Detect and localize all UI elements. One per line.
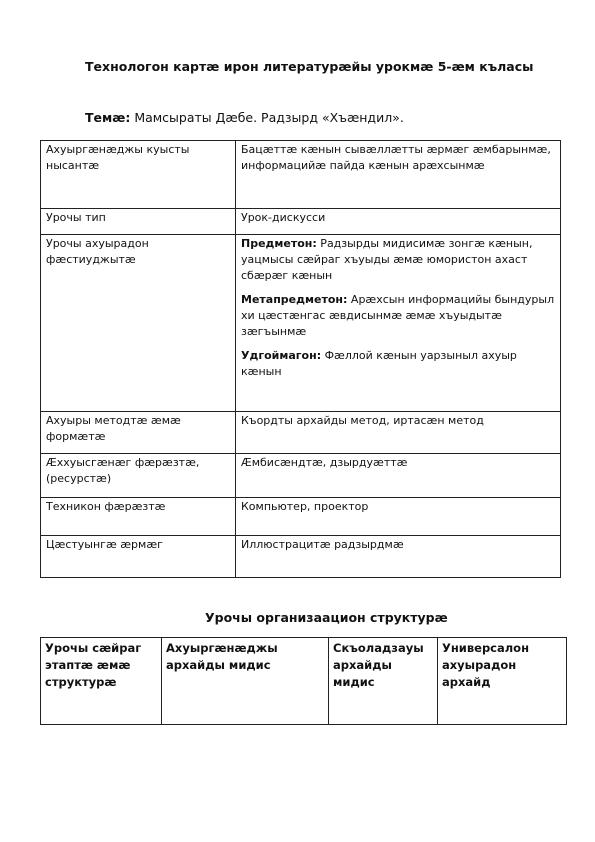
row-value [236, 235, 561, 412]
row-value: Бацæттæ кæнын сывæллæтты æрмæг æмбарынмæ, информацийæ пайда кæнын арæхсынмæ [236, 141, 561, 209]
result-metasubject-label: Метапредметон: [241, 293, 348, 306]
result-subject-text: Радзырды мидисимæ зонгæ кæнын, уацмысы сæйраг хъуыды æмæ юмористон ахаст сбæрæг кæнын [241, 237, 533, 282]
topic-label: Темæ: [85, 110, 131, 125]
lesson-info-table [40, 140, 561, 578]
row-label: Цæстуынгæ æрмæг [41, 536, 236, 578]
structure-heading: Урочы организаацион структурæ [205, 610, 448, 625]
row-value: Урок-дискусси [236, 209, 561, 235]
row-label: Урочы ахуырадон фæстиуджытæ [41, 235, 236, 412]
row-label: Урочы тип [41, 209, 236, 235]
row-value: Компьютер, проектор [236, 498, 561, 536]
row-label: Техникон фæрæзтæ [41, 498, 236, 536]
result-personal [241, 348, 555, 380]
row-value: Æмбисæндтæ, дзырдуæттæ [236, 454, 561, 498]
topic-text: Мамсыраты Дæбе. Радзырд «Хъæндил». [134, 110, 404, 125]
result-subject [241, 236, 555, 284]
structure-table [40, 637, 567, 725]
topic-line [85, 110, 404, 125]
column-header: Ахуыргæнæджы архайды мидис [162, 638, 329, 725]
row-label: Æххуысгæнæг фæрæзтæ, (ресурстæ) [41, 454, 236, 498]
row-value: Къордты архайды метод, иртасæн метод [236, 412, 561, 454]
row-label: Ахуыргæнæджы куысты нысантæ [41, 141, 236, 209]
row-value: Иллюстрацитæ радзырдмæ [236, 536, 561, 578]
result-metasubject [241, 292, 555, 340]
column-header: Универсалон ахуырадон архайд [438, 638, 567, 725]
column-header: Урочы сæйраг этаптæ æмæ структурæ [41, 638, 162, 725]
document-title: Технологон картæ ирон литературæйы урокмæ 5-æм къласы [85, 59, 534, 74]
column-header: Скъоладзауы архайды мидис [329, 638, 438, 725]
row-label: Ахуыры методтæ æмæ формæтæ [41, 412, 236, 454]
result-metasubject-text: Арæхсын информацийы бындурыл хи цæстæнгас æвдисынмæ æмæ хъуыдытæ зæгъынмæ [241, 293, 555, 338]
result-personal-text: Фæллой кæнын уарзыныл ахуыр кæнын [241, 349, 517, 378]
result-subject-label: Предметон: [241, 237, 317, 250]
result-personal-label: Удгоймагон: [241, 349, 322, 362]
